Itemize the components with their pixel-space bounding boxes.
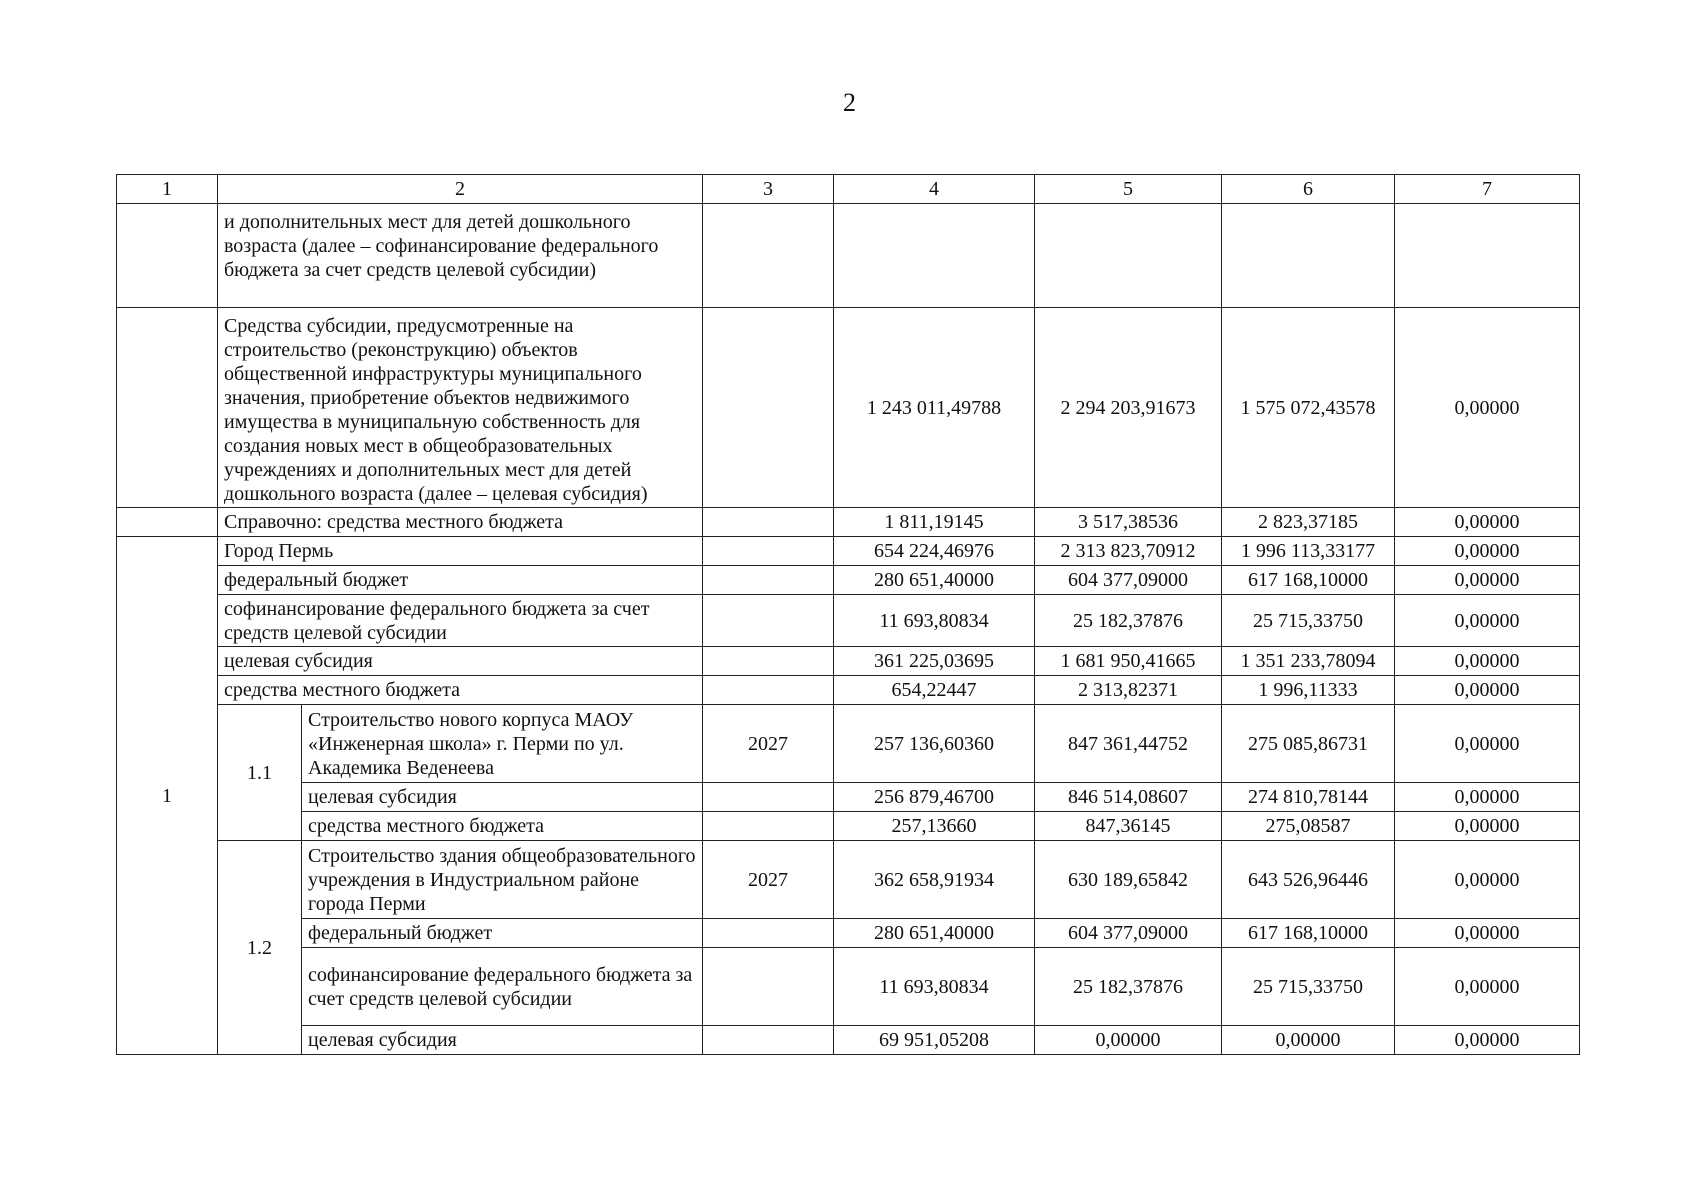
value-col-4: 69 951,05208 xyxy=(834,1026,1035,1055)
row-description: федеральный бюджет xyxy=(302,919,703,948)
row-description: Справочно: средства местного бюджета xyxy=(218,508,703,537)
value-col-7: 0,00000 xyxy=(1395,919,1580,948)
value-col-7: 0,00000 xyxy=(1395,566,1580,595)
value-col-6: 617 168,10000 xyxy=(1222,919,1395,948)
value-col-7: 0,00000 xyxy=(1395,812,1580,841)
row-description: Средства субсидии, предусмотренные на строительство (реконструкцию) объектов общественной инфраструктуры муниципального значения, приобретение объектов недвижимого имущества в муниципальную собственность для создания новых мест в общеобразовательных учреждениях и дополнительных мест для детей дошкольного возраста (далее – целевая субсидия) xyxy=(218,308,703,508)
table-row-continuation xyxy=(117,204,1580,308)
table-row-project-1-2-federal xyxy=(117,919,1580,948)
value-col-5: 2 313 823,70912 xyxy=(1035,537,1222,566)
value-col-5: 2 294 203,91673 xyxy=(1035,308,1222,508)
value-col-5: 630 189,65842 xyxy=(1035,841,1222,919)
row-description: Строительство нового корпуса МАОУ «Инженерная школа» г. Перми по ул. Академика Веденеева xyxy=(302,705,703,783)
year-cell xyxy=(703,308,834,508)
year-cell xyxy=(703,537,834,566)
value-col-4: 257 136,60360 xyxy=(834,705,1035,783)
table-row-city xyxy=(117,537,1580,566)
year-cell xyxy=(703,783,834,812)
row-number-cell xyxy=(117,508,218,537)
value-col-5: 25 182,37876 xyxy=(1035,948,1222,1026)
value-col-4: 280 651,40000 xyxy=(834,566,1035,595)
value-col-7: 0,00000 xyxy=(1395,595,1580,647)
value-col-4: 654,22447 xyxy=(834,676,1035,705)
value-col-4 xyxy=(834,204,1035,308)
row-description: софинансирование федерального бюджета за счет средств целевой субсидии xyxy=(302,948,703,1026)
value-col-4: 11 693,80834 xyxy=(834,595,1035,647)
value-col-7: 0,00000 xyxy=(1395,676,1580,705)
value-col-7: 0,00000 xyxy=(1395,1026,1580,1055)
value-col-5: 0,00000 xyxy=(1035,1026,1222,1055)
table-row-subsidy-description xyxy=(117,308,1580,508)
value-col-6: 643 526,96446 xyxy=(1222,841,1395,919)
table-row-federal xyxy=(117,566,1580,595)
header-col-7: 7 xyxy=(1395,175,1580,204)
year-cell xyxy=(703,919,834,948)
value-col-5 xyxy=(1035,204,1222,308)
subrow-number-cell: 1.1 xyxy=(218,705,302,841)
value-col-7 xyxy=(1395,204,1580,308)
value-col-6: 1 575 072,43578 xyxy=(1222,308,1395,508)
value-col-6: 0,00000 xyxy=(1222,1026,1395,1055)
value-col-5: 846 514,08607 xyxy=(1035,783,1222,812)
year-cell xyxy=(703,812,834,841)
value-col-5: 25 182,37876 xyxy=(1035,595,1222,647)
table-row-project-1-2-target xyxy=(117,1026,1580,1055)
table-row-project-1-2-cofinancing xyxy=(117,948,1580,1026)
value-col-4: 256 879,46700 xyxy=(834,783,1035,812)
value-col-5: 847,36145 xyxy=(1035,812,1222,841)
header-col-2: 2 xyxy=(218,175,703,204)
value-col-7: 0,00000 xyxy=(1395,508,1580,537)
value-col-4: 362 658,91934 xyxy=(834,841,1035,919)
table-row-local-budget xyxy=(117,676,1580,705)
year-cell xyxy=(703,676,834,705)
table-row-project-1-2 xyxy=(117,841,1580,919)
value-col-7: 0,00000 xyxy=(1395,948,1580,1026)
value-col-5: 847 361,44752 xyxy=(1035,705,1222,783)
row-number-cell: 1 xyxy=(117,537,218,1055)
subrow-number-cell: 1.2 xyxy=(218,841,302,1055)
table-row-cofinancing xyxy=(117,595,1580,647)
table-row-project-1-1 xyxy=(117,705,1580,783)
table-row-project-1-1-local xyxy=(117,812,1580,841)
value-col-5: 1 681 950,41665 xyxy=(1035,647,1222,676)
value-col-4: 1 243 011,49788 xyxy=(834,308,1035,508)
year-cell xyxy=(703,595,834,647)
value-col-5: 2 313,82371 xyxy=(1035,676,1222,705)
value-col-6: 617 168,10000 xyxy=(1222,566,1395,595)
year-cell: 2027 xyxy=(703,705,834,783)
value-col-6: 275,08587 xyxy=(1222,812,1395,841)
value-col-6: 25 715,33750 xyxy=(1222,948,1395,1026)
value-col-6 xyxy=(1222,204,1395,308)
year-cell xyxy=(703,1026,834,1055)
value-col-6: 25 715,33750 xyxy=(1222,595,1395,647)
value-col-7: 0,00000 xyxy=(1395,783,1580,812)
value-col-4: 361 225,03695 xyxy=(834,647,1035,676)
year-cell xyxy=(703,566,834,595)
row-description: целевая субсидия xyxy=(302,783,703,812)
row-description: Город Пермь xyxy=(218,537,703,566)
value-col-6: 1 996 113,33177 xyxy=(1222,537,1395,566)
row-description: софинансирование федерального бюджета за счет средств целевой субсидии xyxy=(218,595,703,647)
header-col-5: 5 xyxy=(1035,175,1222,204)
row-description: целевая субсидия xyxy=(218,647,703,676)
row-number-cell xyxy=(117,308,218,508)
value-col-7: 0,00000 xyxy=(1395,308,1580,508)
value-col-4: 11 693,80834 xyxy=(834,948,1035,1026)
header-col-1: 1 xyxy=(117,175,218,204)
value-col-7: 0,00000 xyxy=(1395,705,1580,783)
value-col-6: 274 810,78144 xyxy=(1222,783,1395,812)
year-cell xyxy=(703,508,834,537)
value-col-6: 2 823,37185 xyxy=(1222,508,1395,537)
value-col-5: 604 377,09000 xyxy=(1035,566,1222,595)
row-description: федеральный бюджет xyxy=(218,566,703,595)
value-col-7: 0,00000 xyxy=(1395,841,1580,919)
value-col-5: 3 517,38536 xyxy=(1035,508,1222,537)
header-col-6: 6 xyxy=(1222,175,1395,204)
budget-table xyxy=(116,174,1580,1055)
value-col-4: 257,13660 xyxy=(834,812,1035,841)
year-cell: 2027 xyxy=(703,841,834,919)
row-description: целевая субсидия xyxy=(302,1026,703,1055)
row-description: средства местного бюджета xyxy=(302,812,703,841)
header-col-4: 4 xyxy=(834,175,1035,204)
value-col-4: 280 651,40000 xyxy=(834,919,1035,948)
value-col-6: 1 351 233,78094 xyxy=(1222,647,1395,676)
row-description: средства местного бюджета xyxy=(218,676,703,705)
table-row-target-subsidy xyxy=(117,647,1580,676)
header-col-3: 3 xyxy=(703,175,834,204)
year-cell xyxy=(703,948,834,1026)
table-header-row xyxy=(117,175,1580,204)
value-col-6: 1 996,11333 xyxy=(1222,676,1395,705)
value-col-4: 1 811,19145 xyxy=(834,508,1035,537)
value-col-6: 275 085,86731 xyxy=(1222,705,1395,783)
row-number-cell xyxy=(117,204,218,308)
year-cell xyxy=(703,204,834,308)
value-col-7: 0,00000 xyxy=(1395,647,1580,676)
table-row-project-1-1-target xyxy=(117,783,1580,812)
value-col-4: 654 224,46976 xyxy=(834,537,1035,566)
year-cell xyxy=(703,647,834,676)
row-description: и дополнительных мест для детей дошкольного возраста (далее – софинансирование федерального бюджета за счет средств целевой субсидии) xyxy=(218,204,703,308)
row-description: Строительство здания общеобразовательного учреждения в Индустриальном районе города Перми xyxy=(302,841,703,919)
table-row-reference-local xyxy=(117,508,1580,537)
value-col-5: 604 377,09000 xyxy=(1035,919,1222,948)
value-col-7: 0,00000 xyxy=(1395,537,1580,566)
page-number: 2 xyxy=(843,88,856,117)
